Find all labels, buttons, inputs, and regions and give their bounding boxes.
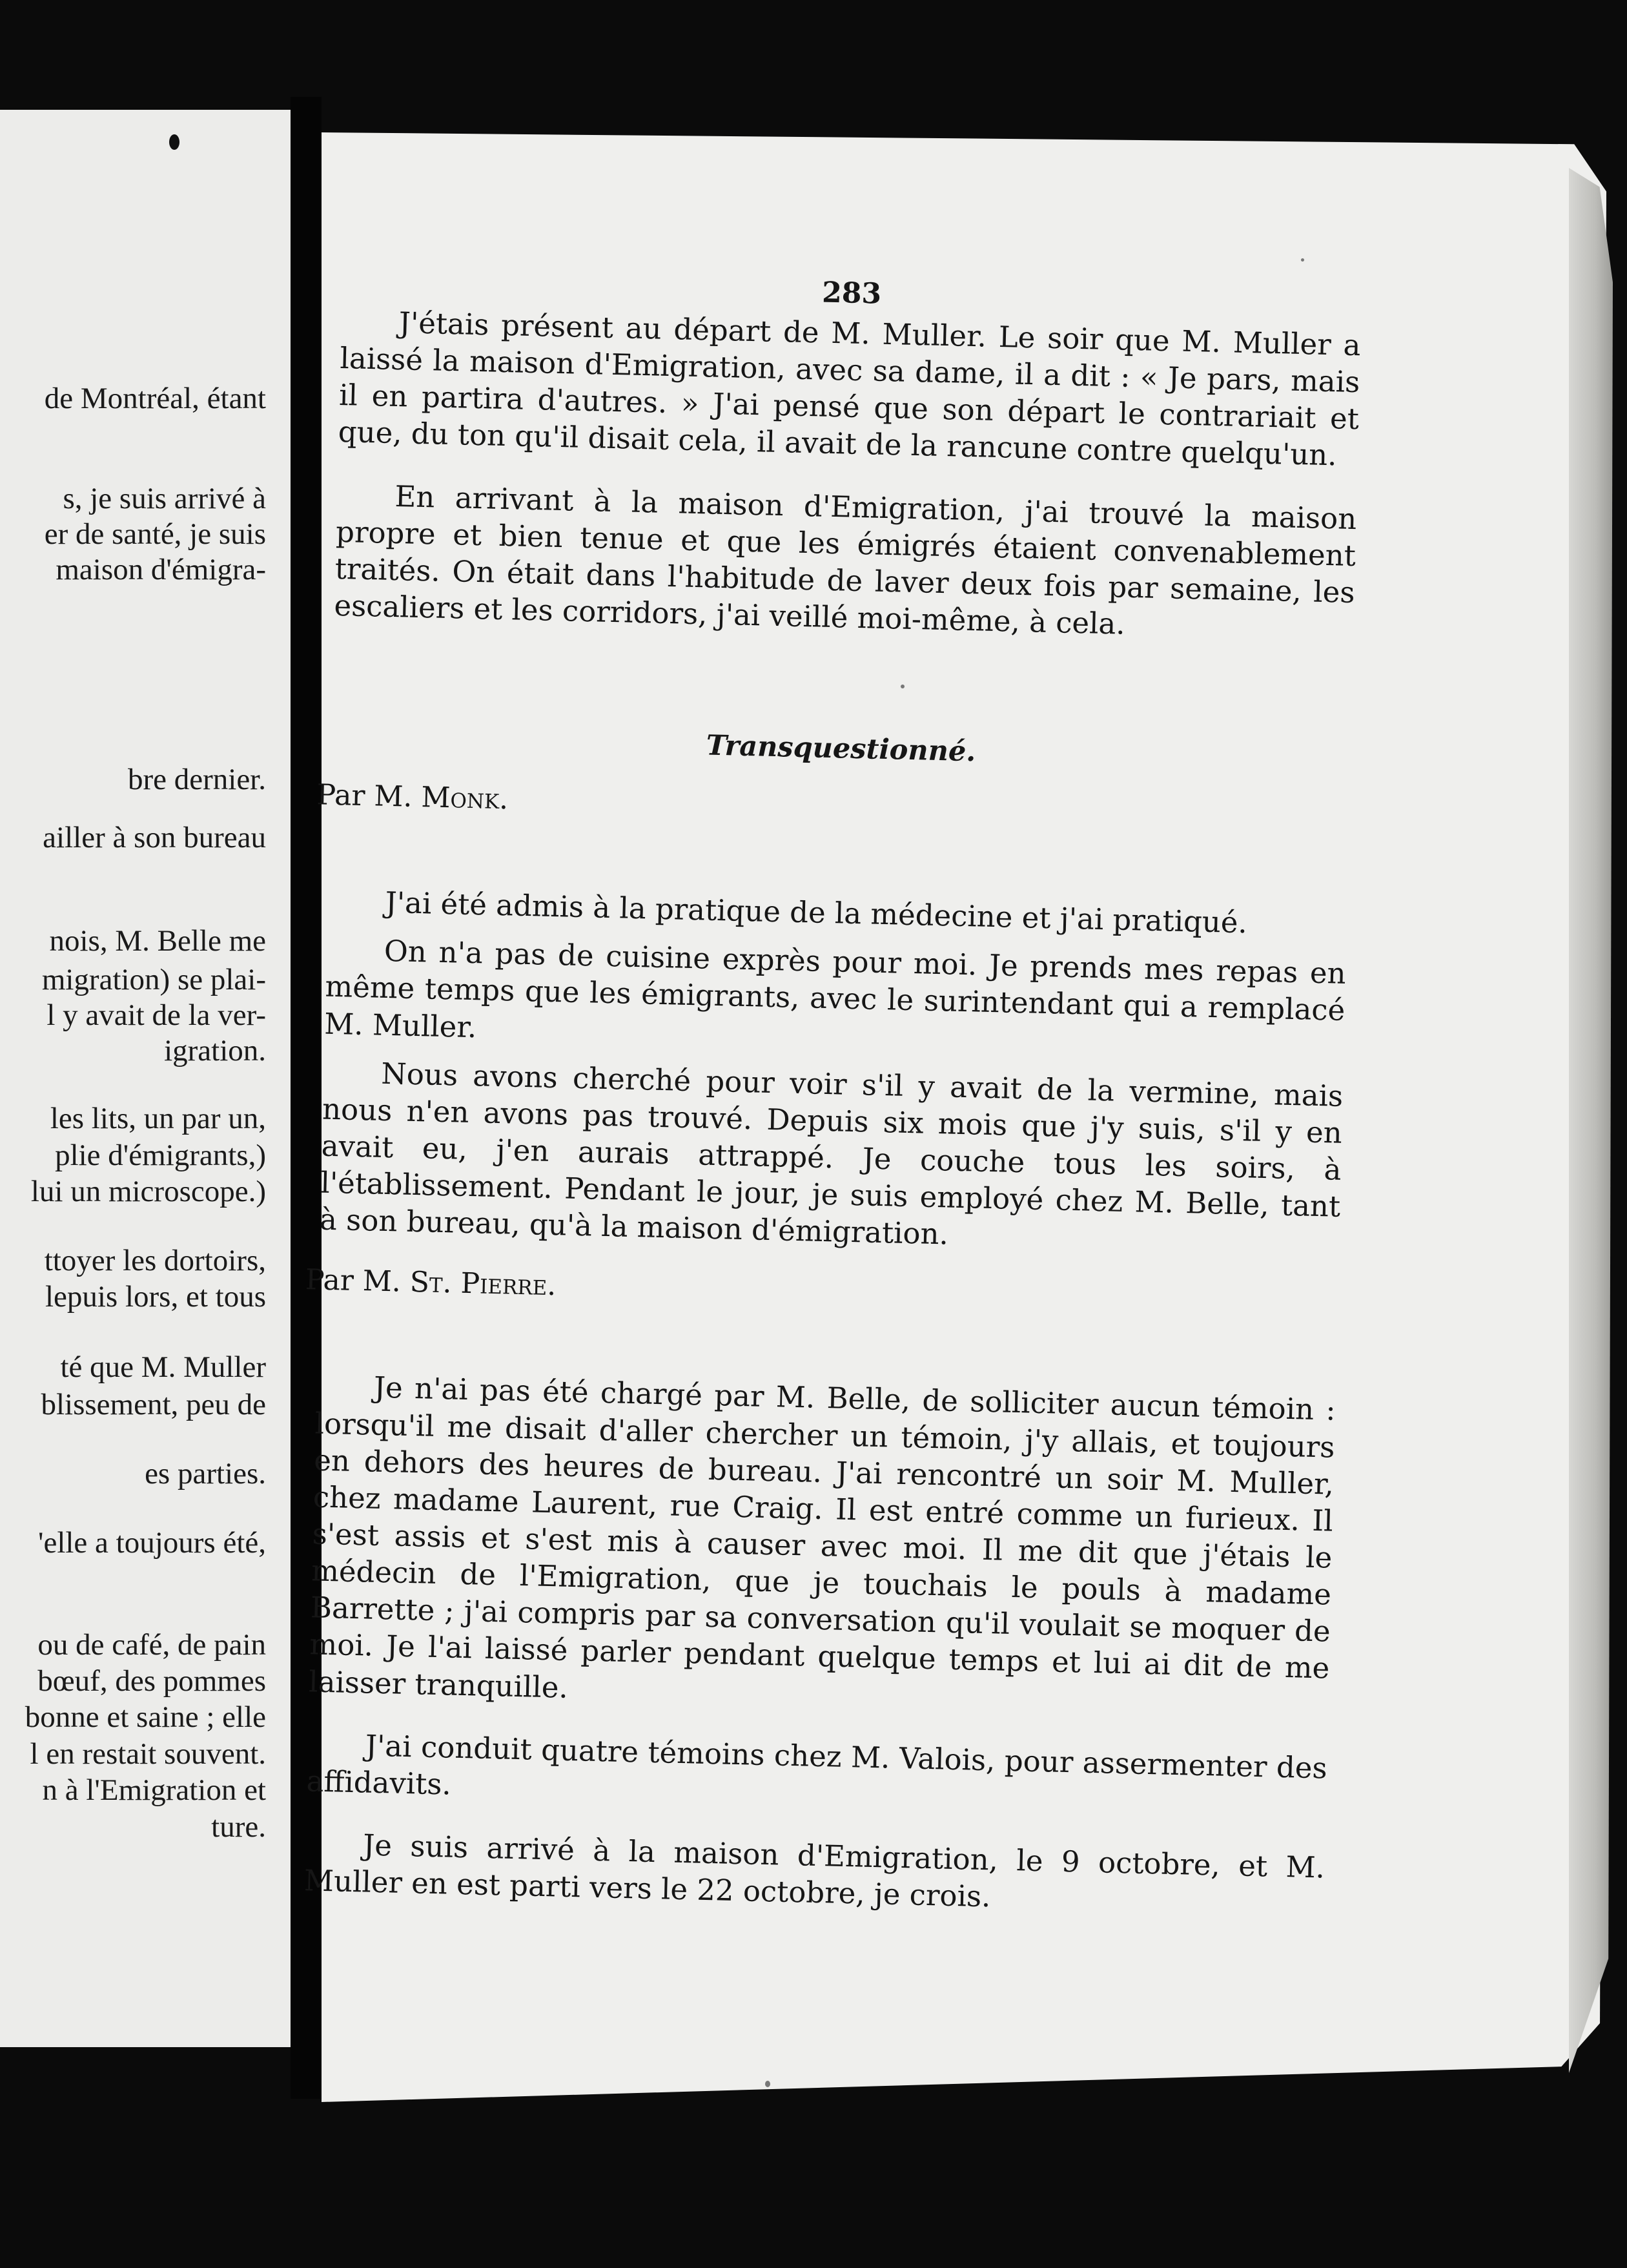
- facing-page-line: lui un microscope.): [30, 1175, 266, 1208]
- page-edge: [1569, 168, 1613, 2073]
- facing-page-line: migration) se plai-: [41, 963, 266, 996]
- page-content: [303, 265, 1362, 1923]
- paragraph-5: Nous avons cherché pour voir s'il y avait de la vermine, mais nous n'en avons pas trouvé. Depuis six mois que j'y suis, s'il y en avait eu, j'en aurais attrappé. Je couche tous les soirs, à l'établissement. Pendant le jour, je suis employé chez M. Belle, tant à son bureau, qu'à la maison d'émigration.: [319, 1056, 1344, 1252]
- facing-page-line: er de santé, je suis: [44, 517, 266, 551]
- facing-page-line: plie d'émigrants,): [55, 1139, 266, 1172]
- facing-page-line: l en restait souvent.: [30, 1737, 266, 1771]
- facing-page-line: ailler à son bureau: [43, 821, 266, 854]
- facing-page-line: blissement, peu de: [41, 1388, 266, 1421]
- speaker-name: St. Pierre.: [409, 1266, 557, 1303]
- facing-page-line: ttoyer les dortoirs,: [44, 1244, 266, 1277]
- facing-page-line: de Montréal, étant: [44, 382, 266, 415]
- section-heading: Transquestionné.: [706, 729, 976, 768]
- paragraph-4: On n'a pas de cuisine exprès pour moi. Je prends mes repas en même temps que les émigrants, avec le surintendant qui a remplacé M. Muller.: [323, 934, 1347, 1044]
- speaker-name: Monk.: [420, 781, 509, 816]
- facing-page-line: bre dernier.: [127, 763, 266, 796]
- facing-page-line: ou de café, de pain: [37, 1628, 266, 1662]
- facing-page-line: 'elle a toujours été,: [37, 1526, 266, 1560]
- facing-page-line: té que M. Muller: [60, 1350, 266, 1384]
- facing-page-line: igration.: [164, 1034, 266, 1067]
- facing-page-line: nois, M. Belle me: [49, 924, 266, 958]
- speaker-prefix: Par M.: [316, 778, 413, 814]
- facing-page-line: bonne et saine ; elle: [25, 1700, 266, 1734]
- paragraph-2: En arrivant à la maison d'Emigration, j'ai trouvé la maison propre et bien tenue et que les émigrés étaient convenablement traités. On était dans l'habitude de laver deux fois par semaine, les escaliers et les corridors, j'ai veillé moi-même, à cela.: [333, 479, 1357, 641]
- facing-page-line: l y avait de la ver-: [46, 998, 266, 1032]
- paragraph-3: J'ai été admis à la pratique de la médecine et j'ai pratiqué.: [385, 885, 1248, 940]
- speck: [1301, 258, 1304, 262]
- ink-mark: [169, 134, 179, 150]
- paragraph-6: Je n'ai pas été chargé par M. Belle, de solliciter aucun témoin : lorsqu'il me disait d'aller chercher un témoin, j'y allais, et toujours en dehors des heures de bureau. J'ai rencontré un soir M. Muller, chez madame Laurent, rue Craig. Il est entré comme un furieux. Il s'est assis et s'est mis à causer avec moi. Il me dit que j'étais le médecin de l'Emigration, que je touchais le pouls à madame Barrette ; j'ai compris par sa conversation qu'il voulait se moquer de moi. Je l'ai laissé parler pendant quelque temps et lui ai dit de me laisser tranquille.: [308, 1370, 1336, 1705]
- facing-page-line: maison d'émigra-: [56, 553, 266, 586]
- facing-page: [0, 110, 291, 2047]
- facing-page-line: lepuis lors, et tous: [45, 1280, 266, 1314]
- facing-page-line: ture.: [211, 1810, 266, 1844]
- speaker-prefix: Par M.: [305, 1263, 402, 1299]
- page-number: 283: [821, 276, 882, 311]
- facing-page-line: n à l'Emigration et: [42, 1773, 266, 1807]
- facing-page-line: s, je suis arrivé à: [63, 482, 266, 515]
- facing-page-line: bœuf, des pommes: [37, 1664, 266, 1698]
- facing-page-line: es parties.: [145, 1457, 266, 1490]
- speck: [765, 2081, 770, 2087]
- paragraph-8: Je suis arrivé à la maison d'Emigration, le 9 octobre, et M. Muller en est parti vers le 22 octobre, je crois.: [303, 1828, 1325, 1914]
- paragraph-7: J'ai conduit quatre témoins chez M. Valois, pour assermenter des affidavits.: [306, 1728, 1328, 1802]
- paragraph-1: J'étais présent au départ de M. Muller. Le soir que M. Muller a laissé la maison d'Emigration, avec sa dame, il a dit : « Je pars, mais il en partira d'autres. » J'ai pensé que son départ le contrariait et que, du ton qu'il disait cela, il avait de la rancune contre quelqu'un.: [338, 305, 1362, 473]
- facing-page-line: les lits, un par un,: [50, 1102, 266, 1135]
